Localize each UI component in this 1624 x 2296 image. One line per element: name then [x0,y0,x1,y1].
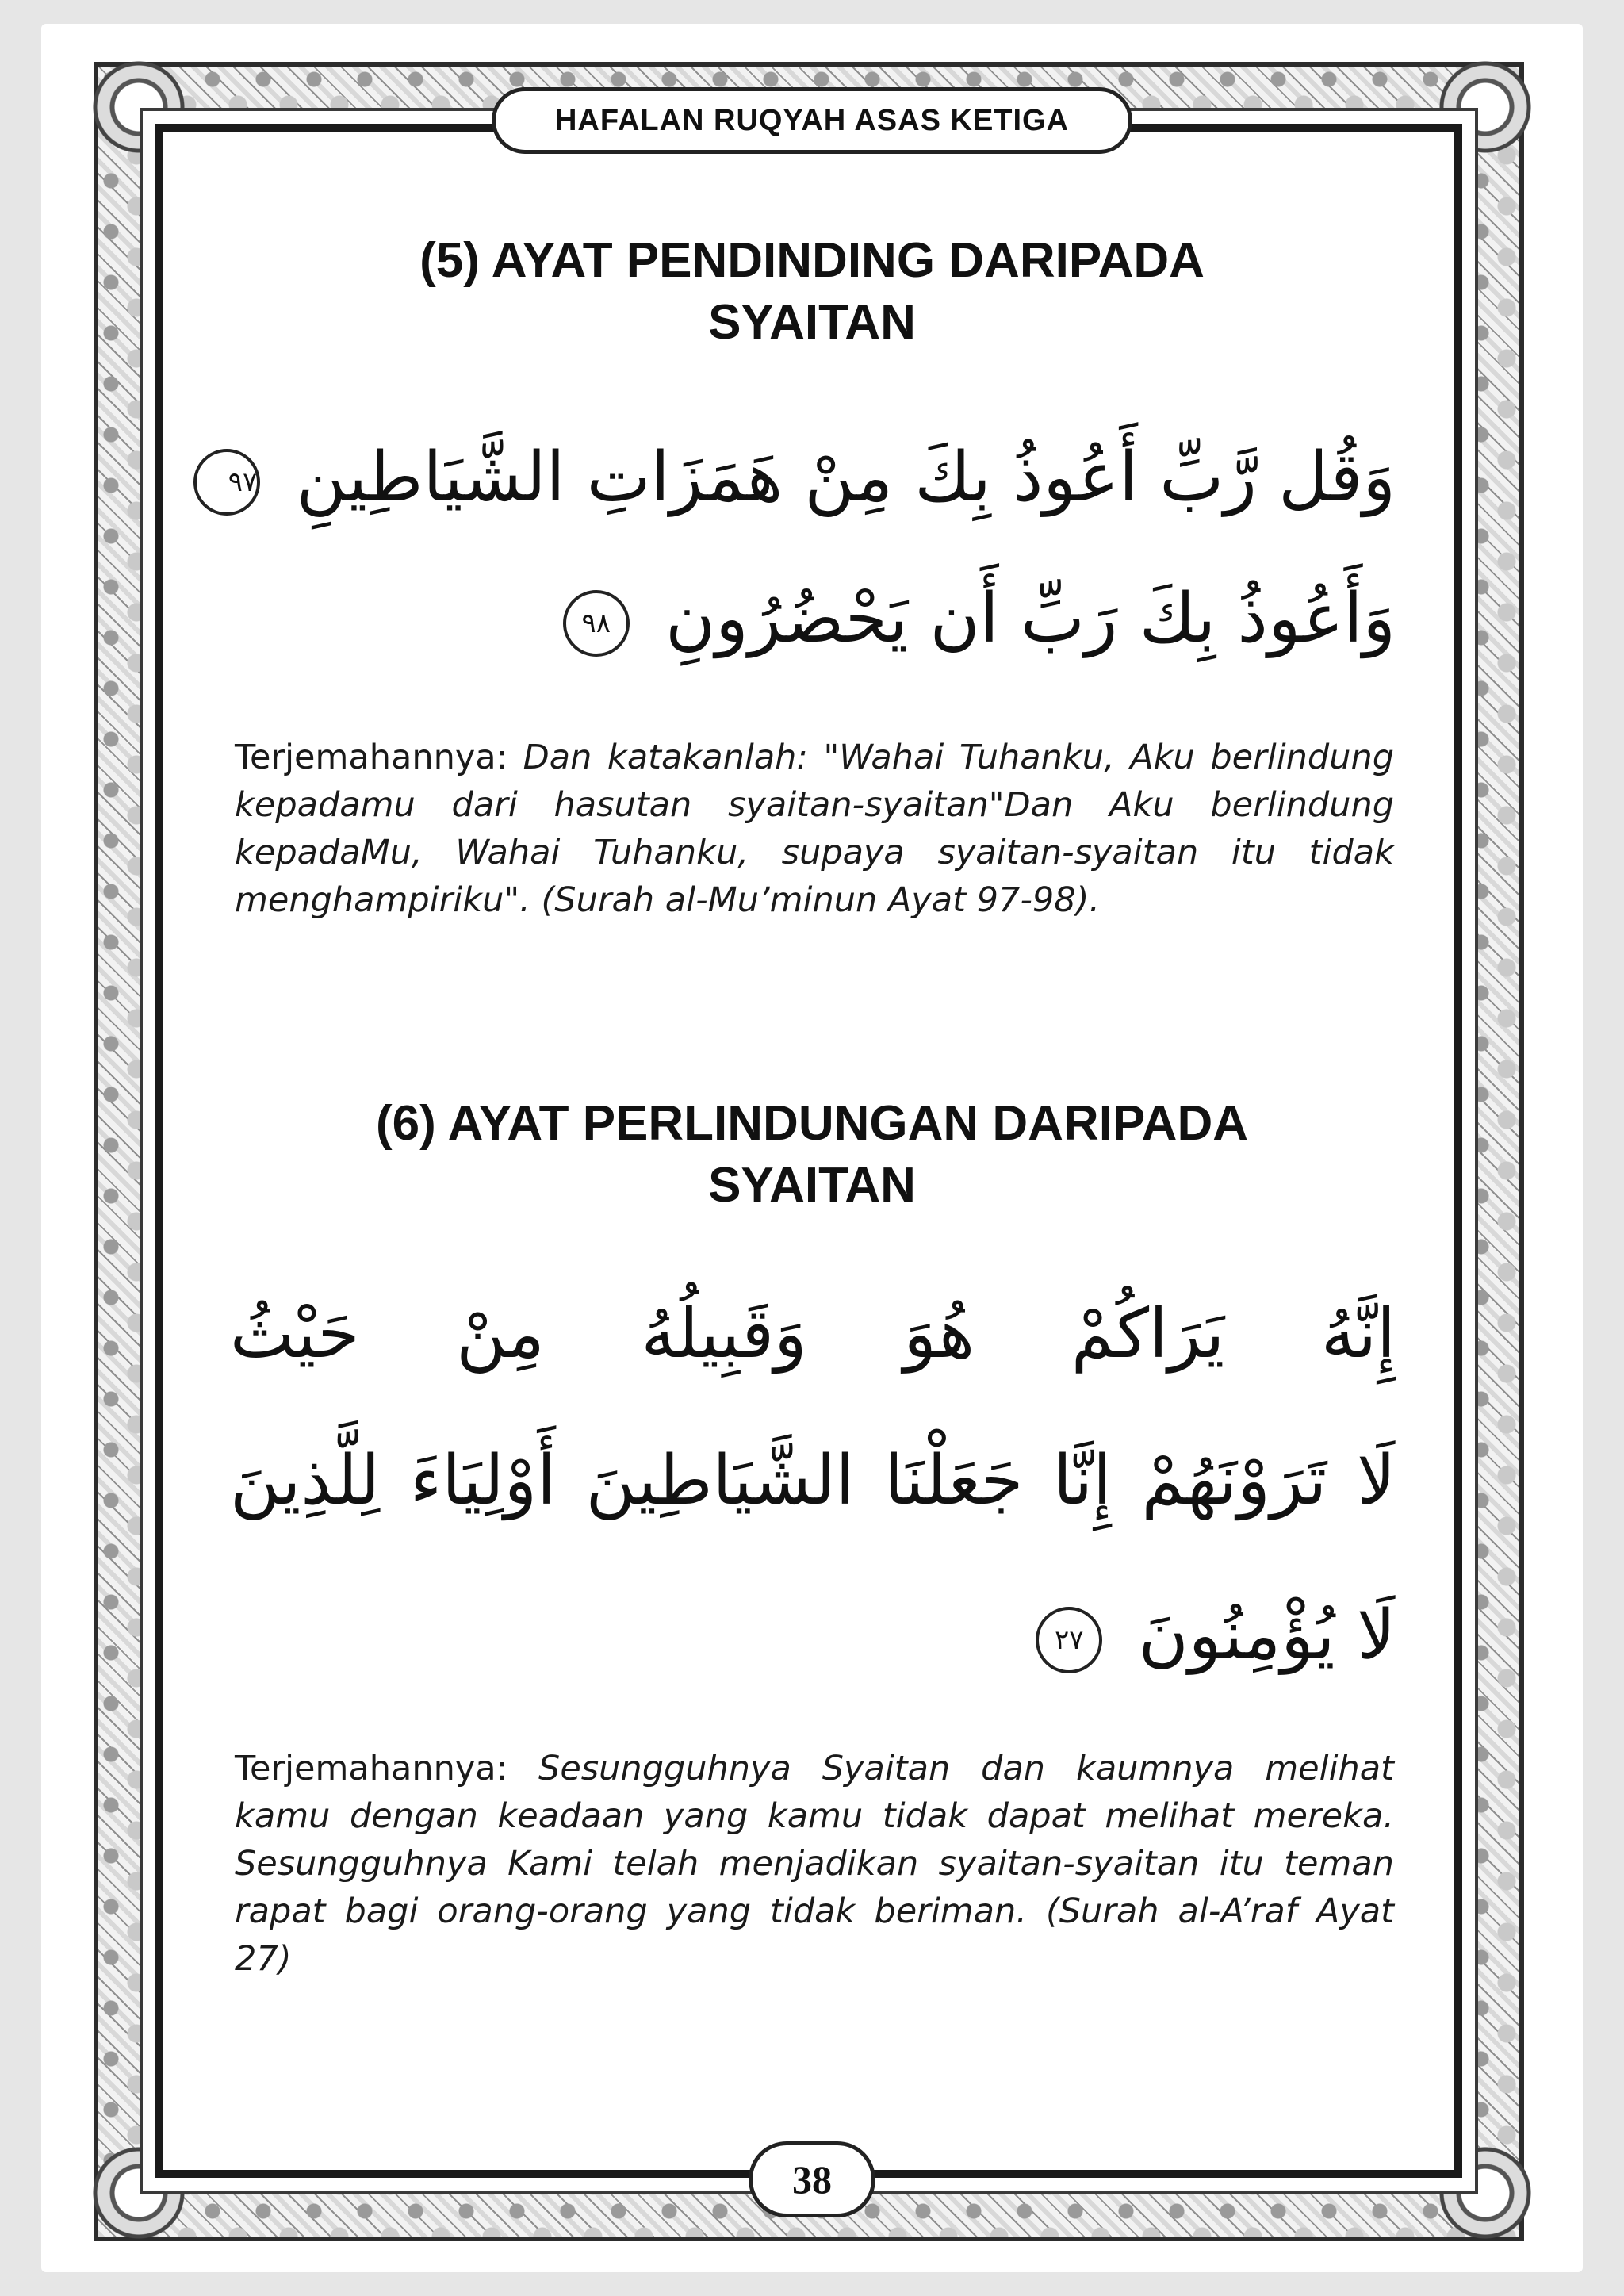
translation-text: Sesungguhnya Syaitan dan kaumnya melihat kamu dengan keadaan yang kamu tidak dapat melihat mereka. Sesungguhnya Kami telah menjadikan syaitan-syaitan itu teman rapat bagi orang-orang yang tidak beriman. (Surah al-A’raf Ayat 27) [235,1749,1394,1979]
page-number: 38 [792,2157,832,2202]
arabic-verse-text: لَا يُؤْمِنُونَ [1138,1596,1396,1675]
section-6-arabic-line-2 [230,1439,1396,1522]
translation-label: Terjemahannya: [235,738,523,777]
section-6-heading [238,1093,1386,1217]
section-6-translation [235,1745,1394,1983]
section-5-arabic-line-2 [230,577,1396,660]
section-5-heading [238,230,1386,354]
ayah-number-marker: ٢٧ [1036,1607,1102,1673]
arabic-verse-text: إِنَّهُ يَرَاكُمْ هُوَ وَقَبِيلُهُ مِنْ حَيْثُ [230,1294,1396,1374]
arabic-verse-text: وَأَعُوذُ بِكَ رَبِّ أَن يَحْضُرُونِ [665,579,1396,658]
section-5-heading-line-1: (5) AYAT PENDINDING DARIPADA [419,233,1205,288]
header-cartouche [492,87,1132,154]
section-6-heading-line-1: (6) AYAT PERLINDUNGAN DARIPADA [375,1096,1248,1151]
footer-cartouche [749,2141,875,2217]
ayah-number-marker: ٩٨ [563,590,630,657]
translation-label: Terjemahannya: [235,1749,539,1788]
arabic-verse-text: لَا تَرَوْنَهُمْ إِنَّا جَعَلْنَا الشَّيَاطِينَ أَوْلِيَاءَ لِلَّذِينَ [230,1441,1396,1520]
section-5-heading-line-2: SYAITAN [708,295,916,350]
section-5-translation [235,734,1394,924]
section-6-arabic-line-1 [230,1293,1396,1375]
section-6-arabic-line-3 [230,1594,1396,1677]
translation-text: Dan katakanlah: "Wahai Tuhanku, Aku berlindung kepadamu dari hasutan syaitan-syaitan"Dan Aku berlindung kepadaMu, Wahai Tuhanku, supaya syaitan-syaitan itu tidak menghampiriku". (Surah al-Mu’minun Ayat 97-98). [235,738,1394,920]
ayah-number-marker: ٩٧ [193,449,260,516]
arabic-verse-text: وَقُل رَّبِّ أَعُوذُ بِكَ مِنْ هَمَزَاتِ الشَّيَاطِينِ [296,438,1396,517]
running-header: HAFALAN RUQYAH ASAS KETIGA [554,103,1070,137]
section-6-heading-line-2: SYAITAN [708,1158,916,1213]
section-5-arabic-line-1 [230,436,1396,519]
